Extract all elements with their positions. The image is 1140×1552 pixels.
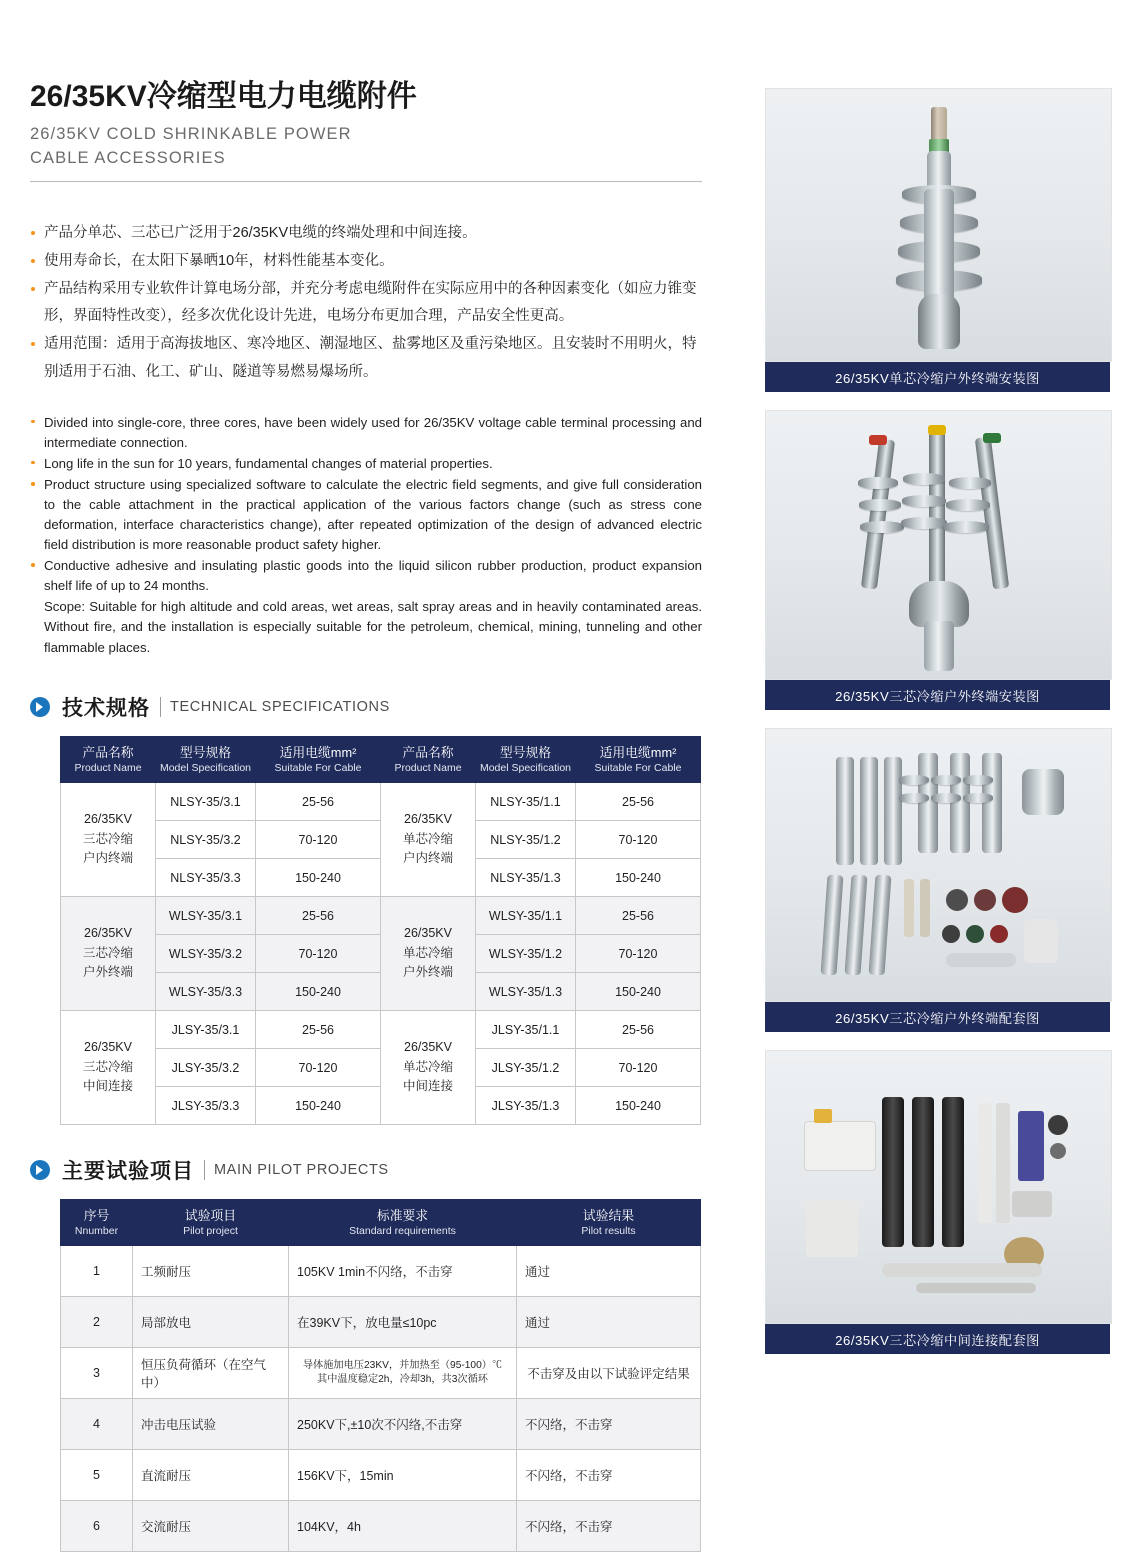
col-label-cn: 适用电缆mm² (599, 744, 677, 760)
col-model-right (476, 736, 576, 782)
table-header-row (61, 1200, 701, 1246)
photo-card-three-core-outdoor (765, 410, 1110, 710)
intro-scope-en: Scope: Suitable for high altitude and cold areas, wet areas, salt spray areas and in heavily contaminated areas. Without fire, and the installation is especially suitable for the petroleum, chemical, mining, tunneling and other flammable places. (44, 599, 702, 655)
row-requirement: 250KV下,±10次不闪络,不击穿 (289, 1399, 517, 1450)
divider (160, 697, 161, 717)
section-title-en: TECHNICAL SPECIFICATIONS (170, 698, 390, 715)
model-cell: JLSY-35/1.2 (476, 1049, 576, 1087)
cable-cell: 150-240 (256, 1087, 381, 1125)
col-label-en: Suitable For Cable (594, 761, 682, 774)
photo-caption: 26/35KV单芯冷缩户外终端安装图 (765, 362, 1110, 392)
col-cable-right (576, 736, 701, 782)
row-requirement: 104KV，4h (289, 1501, 517, 1552)
product-name-cell: 26/35KV 三芯冷缩 户内终端 (61, 783, 156, 897)
page-title-en-line1: 26/35KV COLD SHRINKABLE POWER (30, 125, 352, 143)
photo-caption: 26/35KV三芯冷缩中间连接配套图 (765, 1324, 1110, 1354)
product-name-cell: 26/35KV 三芯冷缩 户外终端 (61, 897, 156, 1011)
col-label-cn: 适用电缆mm² (279, 744, 357, 760)
intro-item-cn: 使用寿命长，在太阳下暴晒10年，材料性能基本变化。 (30, 248, 702, 276)
model-cell: NLSY-35/1.3 (476, 859, 576, 897)
row-number: 4 (61, 1399, 133, 1450)
product-photo-column (765, 88, 1110, 1372)
cable-cell: 70-120 (576, 935, 701, 973)
product-name-cell: 26/35KV 单芯冷缩 中间连接 (381, 1011, 476, 1125)
technical-specifications-table (60, 736, 701, 1125)
col-number (61, 1200, 133, 1246)
table-header-row (61, 736, 701, 782)
model-cell: JLSY-35/1.3 (476, 1087, 576, 1125)
intro-item-cn: 产品分单芯、三芯已广泛用于26/35KV电缆的终端处理和中间连接。 (30, 220, 702, 248)
product-photo (765, 410, 1112, 680)
intro-list-cn (30, 220, 702, 387)
row-number: 6 (61, 1501, 133, 1552)
model-cell: JLSY-35/3.3 (156, 1087, 256, 1125)
col-label-cn: 型号规格 (179, 744, 232, 760)
intro-list-en (30, 413, 702, 658)
col-label-en: Nnumber (74, 1225, 119, 1238)
photo-caption: 26/35KV三芯冷缩户外终端安装图 (765, 680, 1110, 710)
cable-cell: 70-120 (256, 935, 381, 973)
col-cable-left (256, 736, 381, 782)
cable-cell: 25-56 (576, 783, 701, 821)
model-cell: WLSY-35/1.1 (476, 897, 576, 935)
section-header-technical-specifications (30, 692, 702, 722)
col-label-cn: 型号规格 (499, 744, 552, 760)
col-pilot-project (133, 1200, 289, 1246)
col-label-en: Model Specification (479, 761, 572, 774)
intro-item-cn: 产品结构采用专业软件计算电场分部，并充分考虑电缆附件在实际应用中的各种因素变化（如应力锥变形，界面特性改变），经多次优化设计先进，电场分布更加合理，产品安全性更高。 (30, 276, 702, 332)
section-title-cn: 技术规格 (62, 696, 150, 720)
col-label-en: Product Name (74, 761, 142, 774)
row-result: 不闪络，不击穿 (517, 1501, 701, 1552)
row-number: 5 (61, 1450, 133, 1501)
model-cell: WLSY-35/1.2 (476, 935, 576, 973)
model-cell: NLSY-35/3.1 (156, 783, 256, 821)
cable-cell: 150-240 (576, 973, 701, 1011)
model-cell: JLSY-35/1.1 (476, 1011, 576, 1049)
table-row (61, 783, 701, 821)
row-requirement: 105KV 1min不闪络，不击穿 (289, 1246, 517, 1297)
page-title-cn: 26/35KV冷缩型电力电缆附件 (30, 80, 417, 113)
product-name-cell: 26/35KV 单芯冷缩 户外终端 (381, 897, 476, 1011)
table-row (61, 1501, 701, 1552)
product-name-cell: 26/35KV 三芯冷缩 中间连接 (61, 1011, 156, 1125)
row-result: 通过 (517, 1246, 701, 1297)
col-label-en: Pilot project (183, 1225, 238, 1238)
product-photo (765, 1050, 1112, 1324)
photo-card-three-core-outdoor-kit (765, 728, 1110, 1032)
col-label-cn: 试验结果 (582, 1208, 635, 1223)
page-title-en-line2: CABLE ACCESSORIES (30, 148, 226, 167)
cable-cell: 70-120 (256, 821, 381, 859)
row-item: 直流耐压 (133, 1450, 289, 1501)
page-title-en (30, 123, 702, 171)
cable-cell: 150-240 (576, 1087, 701, 1125)
row-number: 1 (61, 1246, 133, 1297)
cable-cell: 25-56 (256, 783, 381, 821)
model-cell: JLSY-35/3.1 (156, 1011, 256, 1049)
row-result: 不闪络，不击穿 (517, 1399, 701, 1450)
col-label-en: Product Name (394, 761, 462, 774)
model-cell: WLSY-35/3.3 (156, 973, 256, 1011)
cable-cell: 25-56 (256, 1011, 381, 1049)
model-cell: WLSY-35/3.1 (156, 897, 256, 935)
intro-item-en: Divided into single-core, three cores, have been widely used for 26/35KV voltage cable terminal processing and intermediate connection. (30, 413, 702, 453)
photo-caption: 26/35KV三芯冷缩户外终端配套图 (765, 1002, 1110, 1032)
col-label-en: Pilot results (581, 1225, 636, 1238)
intro-item-en: Long life in the sun for 10 years, fundamental changes of material properties. (30, 454, 702, 474)
row-item: 工频耐压 (133, 1246, 289, 1297)
model-cell: JLSY-35/3.2 (156, 1049, 256, 1087)
col-pilot-results (517, 1200, 701, 1246)
product-name-cell: 26/35KV 单芯冷缩 户内终端 (381, 783, 476, 897)
col-product-name-left (61, 736, 156, 782)
left-column (30, 80, 702, 1552)
cable-cell: 70-120 (576, 821, 701, 859)
model-cell: NLSY-35/3.2 (156, 821, 256, 859)
model-cell: NLSY-35/1.2 (476, 821, 576, 859)
row-item: 恒压负荷循环（在空气中） (133, 1348, 289, 1399)
intro-item-en: Conductive adhesive and insulating plastic goods into the liquid silicon rubber production, product expansion shelf life of up to 24 months. (30, 556, 702, 596)
cable-cell: 70-120 (576, 1049, 701, 1087)
col-standard-requirements (289, 1200, 517, 1246)
row-number: 3 (61, 1348, 133, 1399)
col-model-left (156, 736, 256, 782)
model-cell: WLSY-35/3.2 (156, 935, 256, 973)
cable-cell: 25-56 (256, 897, 381, 935)
table-row (61, 1348, 701, 1399)
row-result: 通过 (517, 1297, 701, 1348)
table-row (61, 1011, 701, 1049)
model-cell: NLSY-35/1.1 (476, 783, 576, 821)
cable-cell: 150-240 (576, 859, 701, 897)
intro-item-en: Product structure using specialized software to calculate the electric field segments, and give full consideration to the cable attachment in the practical application of the various factors change (such as stress cone deformation, interface characteristics change), after repeated optimization of the design of advanced electric field distribution is more reasonable product safety higher. (30, 475, 702, 555)
photo-card-single-core-outdoor (765, 88, 1110, 392)
photo-card-three-core-joint-kit (765, 1050, 1110, 1354)
col-label-en: Suitable For Cable (274, 761, 362, 774)
title-divider (30, 181, 702, 182)
model-cell: NLSY-35/3.3 (156, 859, 256, 897)
table-row (61, 1450, 701, 1501)
cable-cell: 25-56 (576, 1011, 701, 1049)
section-header-main-pilot-projects (30, 1155, 702, 1185)
col-label-en: Standard requirements (349, 1225, 456, 1238)
col-label-cn: 试验项目 (184, 1208, 237, 1223)
table-row (61, 1399, 701, 1450)
divider (204, 1160, 205, 1180)
model-cell: WLSY-35/1.3 (476, 973, 576, 1011)
arrow-right-icon (30, 697, 50, 717)
product-photo (765, 88, 1112, 362)
row-requirement: 导体施加电压23KV，并加热至（95-100）℃ 其中温度稳定2h，冷却3h，共3次循环 (289, 1348, 517, 1399)
col-label-cn: 序号 (83, 1208, 110, 1223)
row-requirement: 156KV下，15min (289, 1450, 517, 1501)
col-label-cn: 产品名称 (82, 744, 134, 760)
row-requirement: 在39KV下，放电量≤10pc (289, 1297, 517, 1348)
row-item: 交流耐压 (133, 1501, 289, 1552)
main-pilot-projects-table (60, 1199, 701, 1552)
arrow-right-icon (30, 1160, 50, 1180)
cable-cell: 150-240 (256, 973, 381, 1011)
section-title-cn: 主要试验项目 (62, 1160, 194, 1183)
col-label-cn: 标准要求 (376, 1208, 429, 1223)
col-label-en: Model Specification (159, 761, 252, 774)
table-row (61, 1297, 701, 1348)
cable-cell: 150-240 (256, 859, 381, 897)
cable-cell: 70-120 (256, 1049, 381, 1087)
table-row (61, 897, 701, 935)
product-photo (765, 728, 1112, 1002)
table-row (61, 1246, 701, 1297)
cable-cell: 25-56 (576, 897, 701, 935)
section-title-en: MAIN PILOT PROJECTS (214, 1162, 389, 1178)
row-result: 不击穿及由以下试验评定结果 (517, 1348, 701, 1399)
intro-item-cn: 适用范围：适用于高海拔地区、寒冷地区、潮湿地区、盐雾地区及重污染地区。且安装时不用明火，特别适用于石油、化工、矿山、隧道等易燃易爆场所。 (30, 331, 702, 387)
row-result: 不闪络，不击穿 (517, 1450, 701, 1501)
col-product-name-right (381, 736, 476, 782)
col-label-cn: 产品名称 (402, 744, 454, 760)
row-item: 局部放电 (133, 1297, 289, 1348)
row-number: 2 (61, 1297, 133, 1348)
row-item: 冲击电压试验 (133, 1399, 289, 1450)
